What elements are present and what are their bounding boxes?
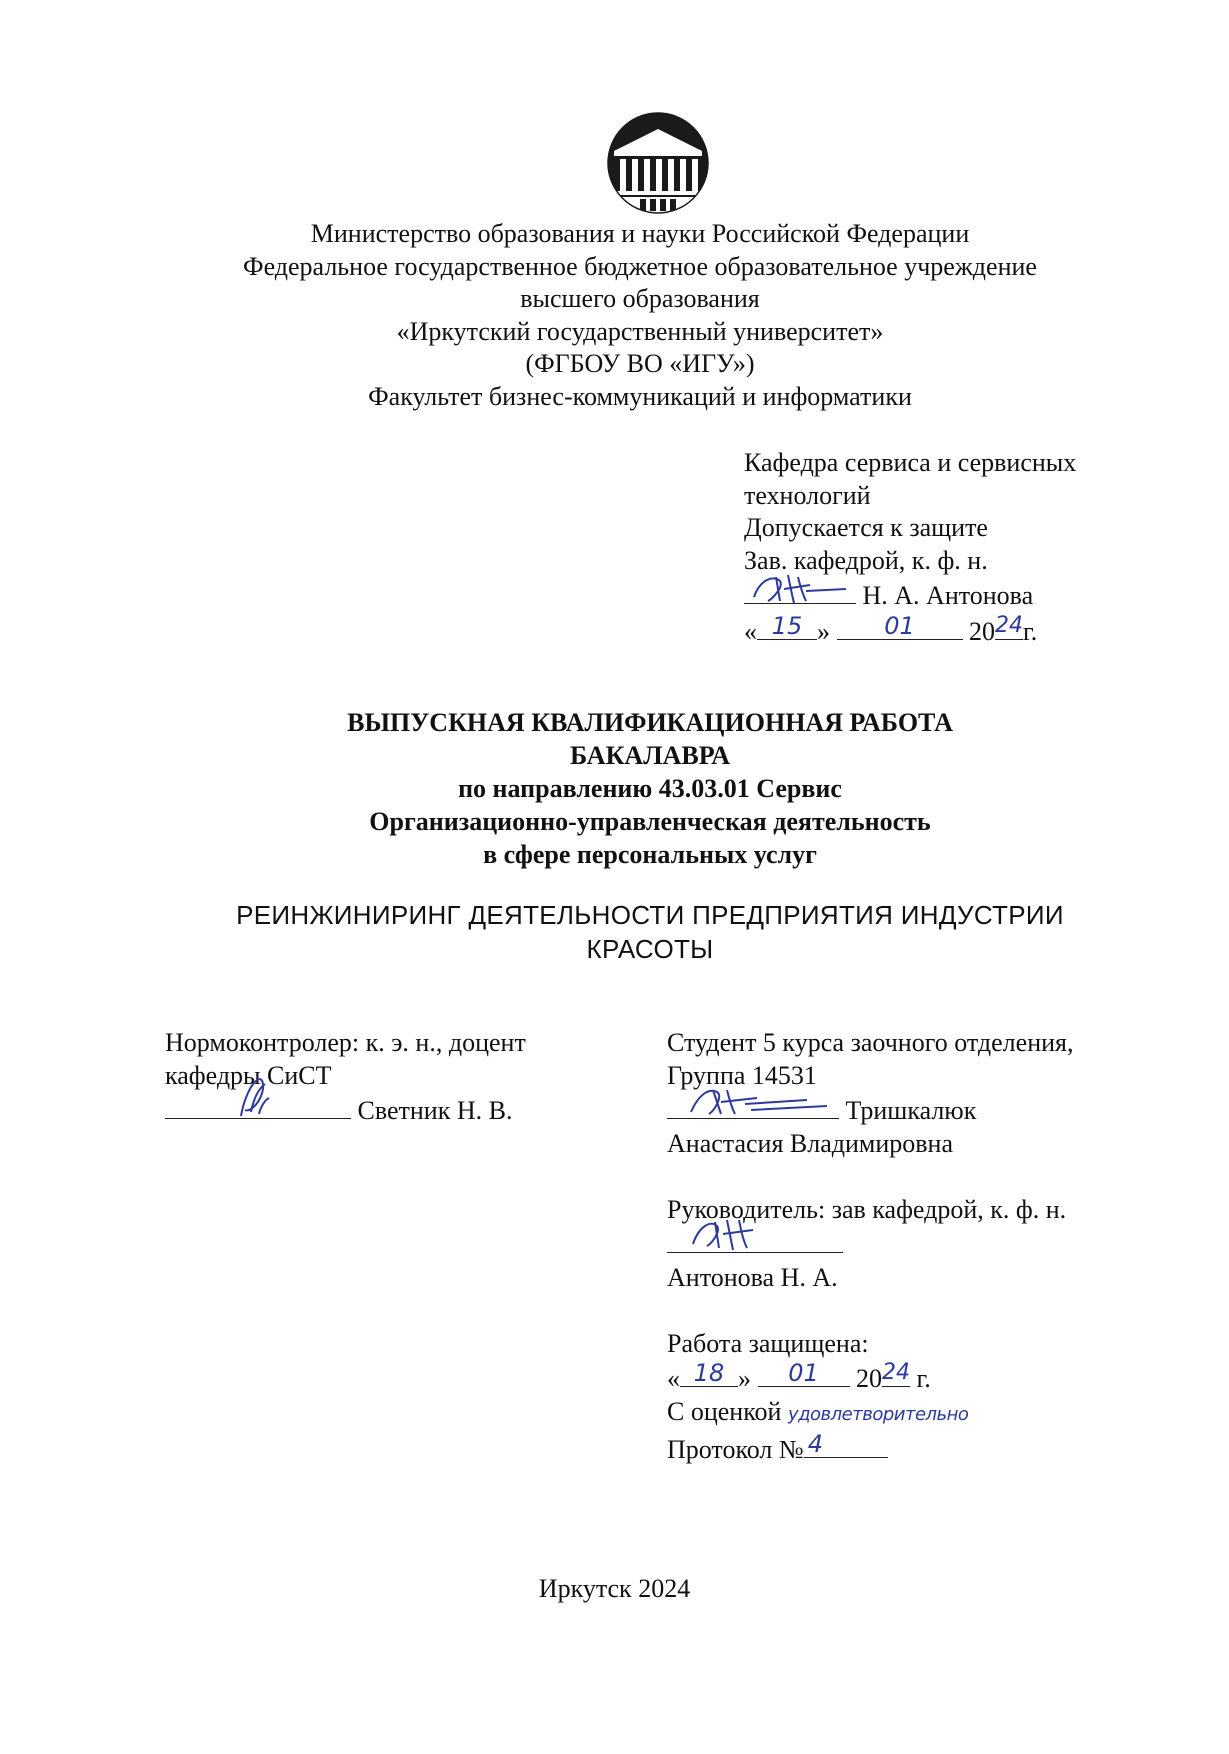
supervisor-title: Руководитель: зав кафедрой, к. ф. н. [667, 1195, 1067, 1224]
signature-blank [667, 1092, 839, 1119]
protocol-line [667, 1431, 1187, 1466]
normcontrol-block [165, 1026, 605, 1127]
approval-month: 01 [884, 611, 915, 640]
normcontrol-name: Светник Н. В. [357, 1096, 513, 1125]
head-of-department-title: Зав. кафедрой, к. ф. н. [744, 545, 988, 575]
faculty-name: Факультет бизнес-коммуникаций и информатики [368, 381, 912, 411]
normcontrol-department: кафедры СиСТ [165, 1061, 332, 1090]
student-name: Анастасия Владимировна [667, 1129, 953, 1158]
institution-type-line: Федеральное государственное бюджетное образовательное учреждение [243, 251, 1037, 281]
approval-date-line [744, 613, 1164, 649]
year-blank [882, 1360, 910, 1387]
student-course: Студент 5 курса заочного отделения, [667, 1028, 1074, 1057]
department-line-1: Кафедра сервиса и сервисных [744, 448, 1077, 477]
signature-blank [165, 1092, 351, 1119]
normcontrol-title: Нормоконтролер: к. э. н., доцент [165, 1028, 526, 1057]
head-name: Н. А. Антонова [862, 581, 1034, 610]
signatures-block [667, 1026, 1187, 1466]
defense-month: 01 [788, 1359, 819, 1387]
city-year: Иркутск 2024 [538, 1574, 691, 1603]
handwritten-signature [687, 1084, 837, 1118]
grade-line [667, 1395, 1187, 1431]
protocol-blank [804, 1431, 888, 1458]
thesis-type-line-1: ВЫПУСКНАЯ КВАЛИФИКАЦИОННАЯ РАБОТА [347, 708, 953, 737]
month-blank [758, 1360, 850, 1387]
head-signature-line [744, 577, 1164, 613]
field-of-study: по направлению 43.03.01 Сервис [458, 774, 842, 803]
defense-label: Работа защищена: [667, 1329, 869, 1358]
normcontrol-signature-line [165, 1092, 605, 1127]
grade-label: С оценкой [667, 1397, 782, 1426]
institution-header [140, 218, 1140, 413]
year-blank [995, 613, 1023, 640]
day-blank [757, 613, 817, 640]
education-level-line: высшего образования [520, 284, 760, 313]
profile-line-1: Организационно-управленческая деятельность [369, 807, 931, 836]
defense-date-line [667, 1360, 1187, 1395]
topic-line-1: РЕИНЖИНИРИНГ ДЕЯТЕЛЬНОСТИ ПРЕДПРИЯТИЯ ИНДУСТРИИ [236, 900, 1064, 930]
student-surname: Тришкалюк [845, 1096, 977, 1125]
protocol-label: Протокол № [667, 1435, 804, 1464]
university-logo [604, 111, 712, 215]
defense-day: 18 [693, 1359, 725, 1387]
signature-blank [744, 577, 856, 604]
handwritten-signature [689, 1214, 779, 1254]
quote-open: « [667, 1364, 680, 1393]
protocol-value: 4 [807, 1430, 823, 1458]
student-signature-line [667, 1092, 1187, 1127]
day-blank [680, 1360, 738, 1387]
student-group: Группа 14531 [667, 1061, 817, 1090]
month-blank [837, 613, 963, 640]
topic-line-2: КРАСОТЫ [586, 934, 714, 964]
department-line-2: технологий [744, 480, 871, 510]
university-name: «Иркутский государственный университет» [396, 316, 884, 346]
approval-year-suffix: 24 [995, 612, 1023, 638]
year-mark: г. [1023, 616, 1038, 646]
year-prefix: 20 [856, 1364, 882, 1393]
grade-value: удовлетворительно [787, 1404, 969, 1425]
admitted-to-defense: Допускается к защите [744, 513, 988, 542]
approval-block [744, 447, 1164, 648]
thesis-topic [100, 898, 1200, 966]
thesis-title-block [100, 706, 1200, 871]
quote-open: « [744, 616, 757, 646]
supervisor-signature-line [667, 1226, 1187, 1261]
quote-close: » [817, 616, 830, 646]
handwritten-signature [750, 571, 850, 605]
handwritten-signature [235, 1076, 275, 1120]
defense-year-suffix: 24 [882, 1360, 910, 1385]
signature-blank [667, 1226, 843, 1253]
thesis-type-line-2: БАКАЛАВРА [569, 741, 731, 770]
quote-close: » [738, 1364, 751, 1393]
profile-line-2: в сфере персональных услуг [483, 840, 817, 869]
ministry-line: Министерство образования и науки Российской Федерации [310, 219, 970, 248]
year-mark: г. [916, 1364, 931, 1393]
year-prefix: 20 [969, 616, 995, 646]
approval-day: 15 [771, 611, 803, 640]
university-abbreviation: (ФГБОУ ВО «ИГУ») [525, 349, 755, 378]
supervisor-name: Антонова Н. А. [667, 1263, 838, 1292]
